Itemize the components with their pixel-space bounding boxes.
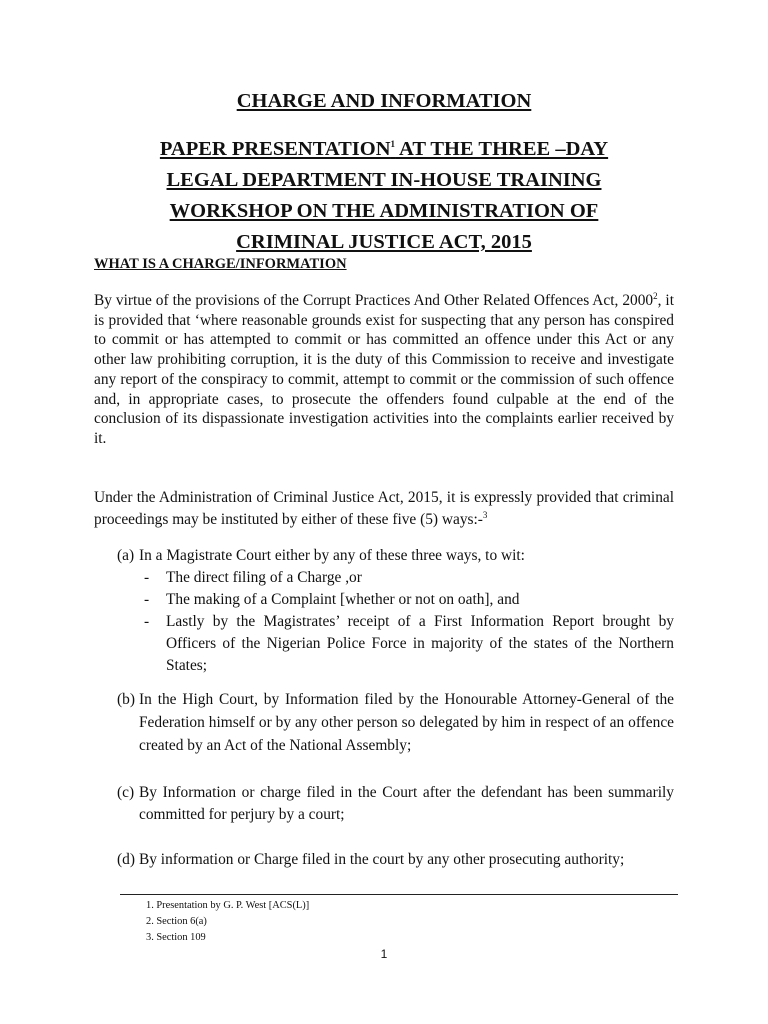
footnote: 2. Section 6(a) [146, 916, 207, 927]
footnote-ref-1: 1 [390, 139, 396, 149]
footnote: 3. Section 109 [146, 932, 206, 943]
footnote-divider [120, 894, 678, 895]
sub-item: - The direct filing of a Charge ,or [144, 569, 362, 586]
footnote-ref-2: 2 [653, 291, 658, 301]
subtitle-line-4: CRIMINAL JUSTICE ACT, 2015 [236, 231, 532, 253]
footnote-ref-3: 3 [482, 510, 488, 520]
list-item-c [117, 782, 674, 826]
list-item-a [117, 545, 674, 677]
page-number: 1 [380, 947, 388, 961]
document-subtitle [94, 129, 674, 258]
item-label: (c) [117, 784, 135, 801]
footnotes [146, 898, 309, 946]
document-title: CHARGE AND INFORMATION [236, 90, 532, 112]
paragraph-corrupt-practices: By virtue of the provisions of the Corrupt Practices And Other Related Offences Act, 2000$^2$, it is provided that ‘where reasonable grounds exist for suspecting that any person has conspired to commit or has attempted to commit or has committed an offence under this Act or any other law prohibiting corruption, it is the duty of this Commission to receive and investigate any report of the conspiracy to commit, attempt to commit or the commission of such offence and, in appropriate cases, to prosecute the offenders found culpable at the end of the conclusion of its dispassionate investigation activities into the complaints earlier received by it. [94, 291, 674, 447]
subtitle-line-3: WORKSHOP ON THE ADMINISTRATION OF [169, 200, 599, 222]
item-label: (a) [117, 547, 135, 564]
sub-item: - Lastly by the Magistrates’ receipt of a First Information Report brought by Officers of the Nigerian Police Force in majority of the states of the Northern States; [144, 613, 674, 674]
sub-list [139, 567, 674, 677]
footnote: 1. Presentation by G. P. West [ACS(L)] [146, 900, 310, 911]
item-text: In the High Court, by Information filed by the Honourable Attorney-General of the Federation himself or by any other person so delegated by him in respect of an offence created by an Act of the National Assembly; [139, 691, 674, 754]
list-item-b [117, 688, 674, 757]
item-label: (d) [117, 851, 135, 868]
sub-item: - The making of a Complaint [whether or not on oath], and [144, 591, 520, 608]
paragraph-acja: Under the Administration of Criminal Justice Act, 2015, it is expressly provided that criminal proceedings may be instituted by either of these five (5) ways:-$^3$ [94, 489, 674, 528]
section-heading: WHAT IS A CHARGE/INFORMATION [94, 256, 347, 272]
list-item-d [117, 849, 674, 871]
item-text: In a Magistrate Court either by any of these three ways, to wit: [139, 547, 525, 564]
subtitle-line-1: PAPER PRESENTATION$^1$ AT THE THREE –DAY [159, 138, 609, 160]
item-label: (b) [117, 691, 135, 708]
subtitle-line-2: LEGAL DEPARTMENT IN-HOUSE TRAINING [166, 169, 602, 191]
item-text: By Information or charge filed in the Court after the defendant has been summarily committed for perjury by a court; [139, 784, 674, 823]
item-text: By information or Charge filed in the court by any other prosecuting authority; [139, 851, 625, 868]
